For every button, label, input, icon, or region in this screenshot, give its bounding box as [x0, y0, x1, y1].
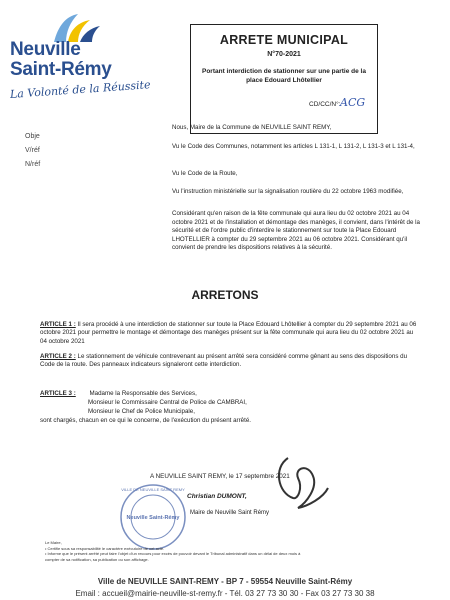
intro-code-communes: Vu le Code des Communes, notamment les articles L 131-1, L 131-2, L 131-3 et L 131-4, [172, 143, 415, 150]
city-logo-text [10, 40, 112, 80]
intro-code-route: Vu le Code de la Route, [172, 170, 238, 177]
article-3-line-2: Monsieur le Chef de Police Municipale, [88, 408, 195, 415]
left-ref-object: Obje [25, 133, 40, 140]
legal-notes [45, 540, 405, 562]
signature-stroke [279, 458, 328, 508]
logo-slogan: La Volonté de la Réussite [9, 78, 151, 101]
intro-mayor: Nous, Maire de la Commune de NEUVILLE SAINT REMY, [172, 124, 332, 131]
intro-considerant: Considérant qu'en raison de la fête communale qui aura lieu du 02 octobre 2021 au 04 octobre 2021 et de l'installation et démontage des manèges, il convient, dans l'intérêt de la sécurité et de l'ordre public d'interdire le stationnement sur toute la Place Edouard LHOTELLIER à compter du 29 septembre 2021 au 06 octobre 2021. Considérant qu'il convient de prendre les dispositions relatives à la sécurité. [172, 210, 420, 251]
title-box [190, 24, 378, 134]
footer-address: Ville de NEUVILLE SAINT-REMY - BP 7 - 59554 Neuville Saint-Rémy [97, 577, 353, 586]
document-number: N°70-2021 [267, 51, 301, 58]
legal-note-1: • Certifie sous sa responsabilité le caractère exécutoire de cet acte. [45, 545, 165, 551]
article-2-label: ARTICLE 2 : [40, 353, 76, 360]
article-3 [40, 390, 420, 398]
handwritten-initials: ACG [340, 96, 366, 109]
cd-reference: CD/CC/N°: [309, 101, 341, 108]
article-2-text: Le stationnement de véhicule contrevenant au présent arrêté sera considéré comme gênant au sens des dispositions du Code de la route. Des panneaux indicateurs signaleront cette interdiction. [40, 353, 408, 369]
stamp-center-text: Neuville Saint-Rémy [126, 515, 180, 521]
article-3-text: Madame la Responsable des Services, [89, 390, 197, 397]
date-line: A NEUVILLE SAINT REMY, le 17 septembre 2021 [150, 473, 290, 480]
article-3-line-1: Monsieur le Commissaire Central de Police de CAMBRAI, [88, 399, 247, 406]
logo-line2: Saint-Rémy [10, 59, 112, 80]
article-3-line-3: sont chargés, chacun en ce qui le concerne, de l'exécution du présent arrêté. [40, 417, 252, 424]
document-object: Portant interdiction de stationner sur une partie de la place Edouard Lhôtellier [202, 68, 366, 84]
mayor-label: Maire de Neuville Saint Rémy [190, 510, 270, 516]
signer-name: Christian DUMONT, [187, 493, 247, 500]
handwritten-signature [268, 448, 338, 518]
article-1 [40, 321, 420, 346]
intro-instruction: Vu l'instruction ministérielle sur la signalisation routière du 22 octobre 1963 modifiée, [172, 188, 404, 195]
legal-note-0: Le Maire, [45, 540, 62, 545]
legal-note-3: compter de sa notification, sa publication ou son affichage. [45, 556, 149, 562]
arretons-heading: ARRETONS [191, 288, 259, 302]
left-ref-vref: V/réf [25, 147, 40, 154]
article-1-text: Il sera procédé à une interdiction de stationner sur toute la Place Edouard Lhôtellier à compter du 29 septembre 2021 au 06 octobre 2021 pour permettre le montage et démontage des manèges présent sur la fête communale qui aura lieu du 02 octobre 2021 au 04 octobre 2021 [40, 321, 417, 345]
article-2 [40, 353, 420, 370]
footer-contact: Email : accueil@mairie-neuville-st-remy.fr - Tél. 03 27 73 30 30 - Fax 03 27 73 30 38 [75, 589, 375, 598]
logo-line1: Neuville [10, 39, 81, 60]
stamp-ring-text: VILLE DE NEUVILLE SAINT REMY [121, 487, 185, 492]
article-1-label: ARTICLE 1 : [40, 321, 76, 328]
legal-note-2: • Informe que le présent arrêté peut faire l'objet d'un recours pour excès de pouvoir devant le Tribunal administratif dans un délai de deux mois à [45, 551, 301, 556]
document-title: ARRETE MUNICIPAL [219, 33, 349, 47]
left-ref-nref: N/réf [25, 161, 41, 168]
article-3-label: ARTICLE 3 : [40, 390, 76, 397]
